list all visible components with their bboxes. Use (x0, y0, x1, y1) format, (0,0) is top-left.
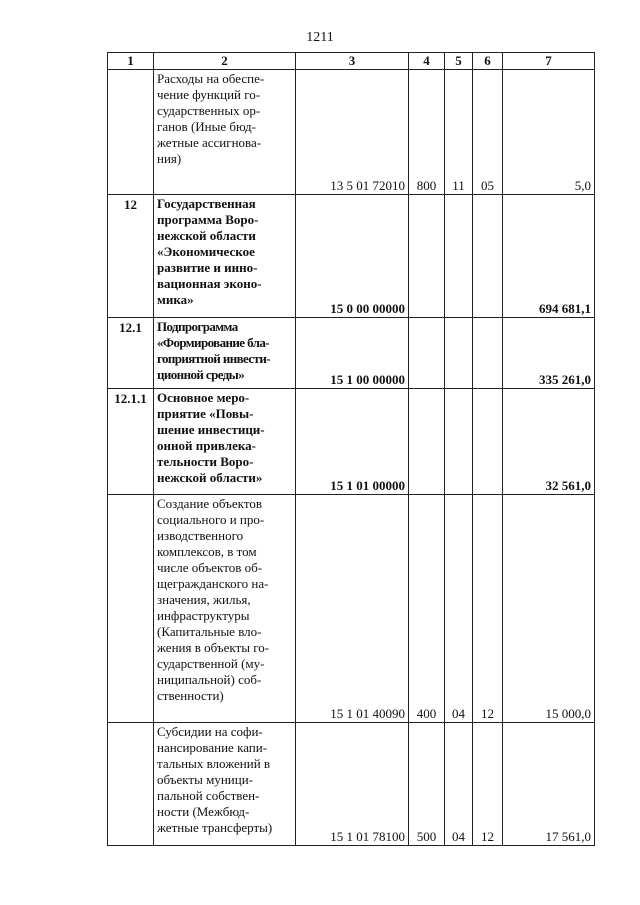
row-number: 12.1 (108, 318, 154, 389)
row-expense-type: 800 (409, 70, 445, 195)
header-cell-7: 7 (503, 53, 595, 70)
row-code: 15 1 01 40090 (296, 495, 409, 723)
table-row (108, 70, 595, 195)
row-number: 12 (108, 195, 154, 318)
row-name-text: Подпрограмма «Формирование бла- гоприятной инвести- ционной среды» (157, 319, 270, 382)
budget-table (107, 52, 595, 846)
row-section: 11 (445, 70, 473, 195)
table-row (108, 495, 595, 723)
row-code: 15 1 00 00000 (296, 318, 409, 389)
row-subsection (473, 389, 503, 495)
row-name (154, 70, 296, 195)
row-name-text: Создание объектов социального и про- изводственного комплексов, в том числе объектов об- щегражданского на- значения, жилья, инфраструктуры (Капитальные вло- жения в объекты го- сударственной (му- ниципальной) соб- ственности) (157, 496, 270, 703)
row-name (154, 389, 296, 495)
table-row (108, 318, 595, 389)
header-cell-4: 4 (409, 53, 445, 70)
row-subsection: 05 (473, 70, 503, 195)
row-subsection (473, 318, 503, 389)
row-code: 13 5 01 72010 (296, 70, 409, 195)
row-code: 15 1 01 00000 (296, 389, 409, 495)
page-number: 1211 (306, 30, 334, 45)
row-expense-type (409, 389, 445, 495)
row-name-text: Субсидии на софи- нансирование капи- тальных вложений в объекты муници- пальной собствен- ности (Межбюд- жетные трансферты) (157, 724, 273, 835)
row-sum: 32 561,0 (503, 389, 595, 495)
row-name-text: Государственная программа Воро- нежской области «Экономическое развитие и инно- вационная эконо- мика» (157, 196, 262, 307)
header-cell-6: 6 (473, 53, 503, 70)
row-name-text: Основное меро- приятие «Повы- шение инвестици- онной привлека- тельности Воро- нежской области» (157, 390, 265, 485)
row-section (445, 318, 473, 389)
row-section (445, 389, 473, 495)
row-sum: 694 681,1 (503, 195, 595, 318)
row-sum: 17 561,0 (503, 723, 595, 846)
row-section (445, 195, 473, 318)
row-sum: 15 000,0 (503, 495, 595, 723)
table-row (108, 389, 595, 495)
row-sum: 335 261,0 (503, 318, 595, 389)
row-name (154, 495, 296, 723)
row-number (108, 70, 154, 195)
row-name (154, 723, 296, 846)
row-number (108, 495, 154, 723)
table-row (108, 723, 595, 846)
row-expense-type (409, 318, 445, 389)
row-expense-type (409, 195, 445, 318)
row-number (108, 723, 154, 846)
header-row (108, 53, 595, 70)
row-name (154, 195, 296, 318)
header-cell-1: 1 (108, 53, 154, 70)
row-section: 04 (445, 495, 473, 723)
row-sum: 5,0 (503, 70, 595, 195)
row-expense-type: 400 (409, 495, 445, 723)
row-subsection (473, 195, 503, 318)
row-subsection: 12 (473, 723, 503, 846)
header-cell-5: 5 (445, 53, 473, 70)
row-section: 04 (445, 723, 473, 846)
table-row (108, 195, 595, 318)
row-name (154, 318, 296, 389)
row-subsection: 12 (473, 495, 503, 723)
row-expense-type: 500 (409, 723, 445, 846)
row-number: 12.1.1 (108, 389, 154, 495)
header-cell-2: 2 (154, 53, 296, 70)
row-code: 15 0 00 00000 (296, 195, 409, 318)
row-name-text: Расходы на обеспе- чение функций го- сударственных ор- ганов (Иные бюд- жетные ассигнова- ния) (157, 71, 265, 166)
row-code: 15 1 01 78100 (296, 723, 409, 846)
header-cell-3: 3 (296, 53, 409, 70)
